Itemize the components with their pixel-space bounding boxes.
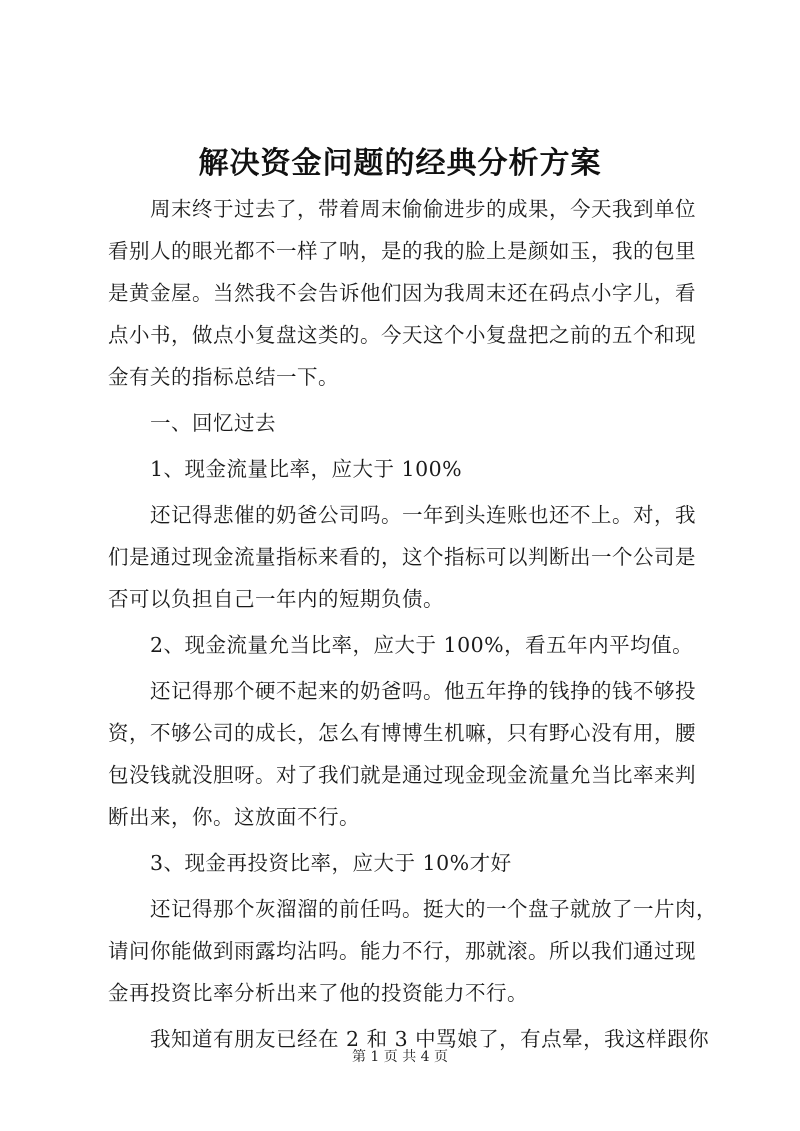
text-line: 否可以负担自己一年内的短期负债。 (108, 587, 444, 611)
section-heading: 一、回忆过去 (150, 411, 276, 435)
document-title: 解决资金问题的经典分析方案 (198, 146, 602, 181)
text-line: 还记得那个硬不起来的奶爸吗。他五年挣的钱挣的钱不够投 (150, 679, 696, 703)
text-line: 金有关的指标总结一下。 (108, 365, 339, 389)
text-line: 资，不够公司的成长，怎么有博博生机嘛，只有野心没有用，腰 (108, 721, 696, 745)
text-line: 们是通过现金流量指标来看的，这个指标可以判断出一个公司是 (108, 545, 696, 569)
text-line: 请问你能做到雨露均沾吗。能力不行，那就滚。所以我们通过现 (108, 939, 696, 963)
text-line: 金再投资比率分析出来了他的投资能力不行。 (108, 981, 528, 1005)
text-line: 包没钱就没胆呀。对了我们就是通过现金现金流量允当比率来判 (108, 763, 696, 787)
text-line: 还记得那个灰溜溜的前任吗。挺大的一个盘子就放了一片肉， (150, 897, 717, 921)
text-line: 看别人的眼光都不一样了呐，是的我的脸上是颜如玉，我的包里 (108, 239, 696, 263)
page-footer: 第 1 页 共 4 页 (351, 1049, 449, 1065)
text-line: 点小书，做点小复盘这类的。今天这个小复盘把之前的五个和现 (108, 323, 696, 347)
text-line: 是黄金屋。当然我不会告诉他们因为我周末还在码点小字儿，看 (108, 281, 696, 305)
text-line: 断出来，你。这放面不行。 (108, 805, 360, 829)
text-line: 我知道有朋友已经在 2 和 3 中骂娘了，有点晕，我这样跟你 (150, 1027, 710, 1051)
subsection-heading: 1、现金流量比率，应大于 100% (150, 457, 463, 481)
document-body (108, 188, 717, 1060)
subsection-heading: 2、现金流量允当比率，应大于 100%，看五年内平均值。 (150, 633, 694, 657)
subsection-heading: 3、现金再投资比率，应大于 10%才好 (150, 851, 512, 875)
text-line: 还记得悲催的奶爸公司吗。一年到头连账也还不上。对，我 (150, 503, 696, 527)
text-line: 周末终于过去了，带着周末偷偷进步的成果，今天我到单位 (150, 197, 696, 221)
